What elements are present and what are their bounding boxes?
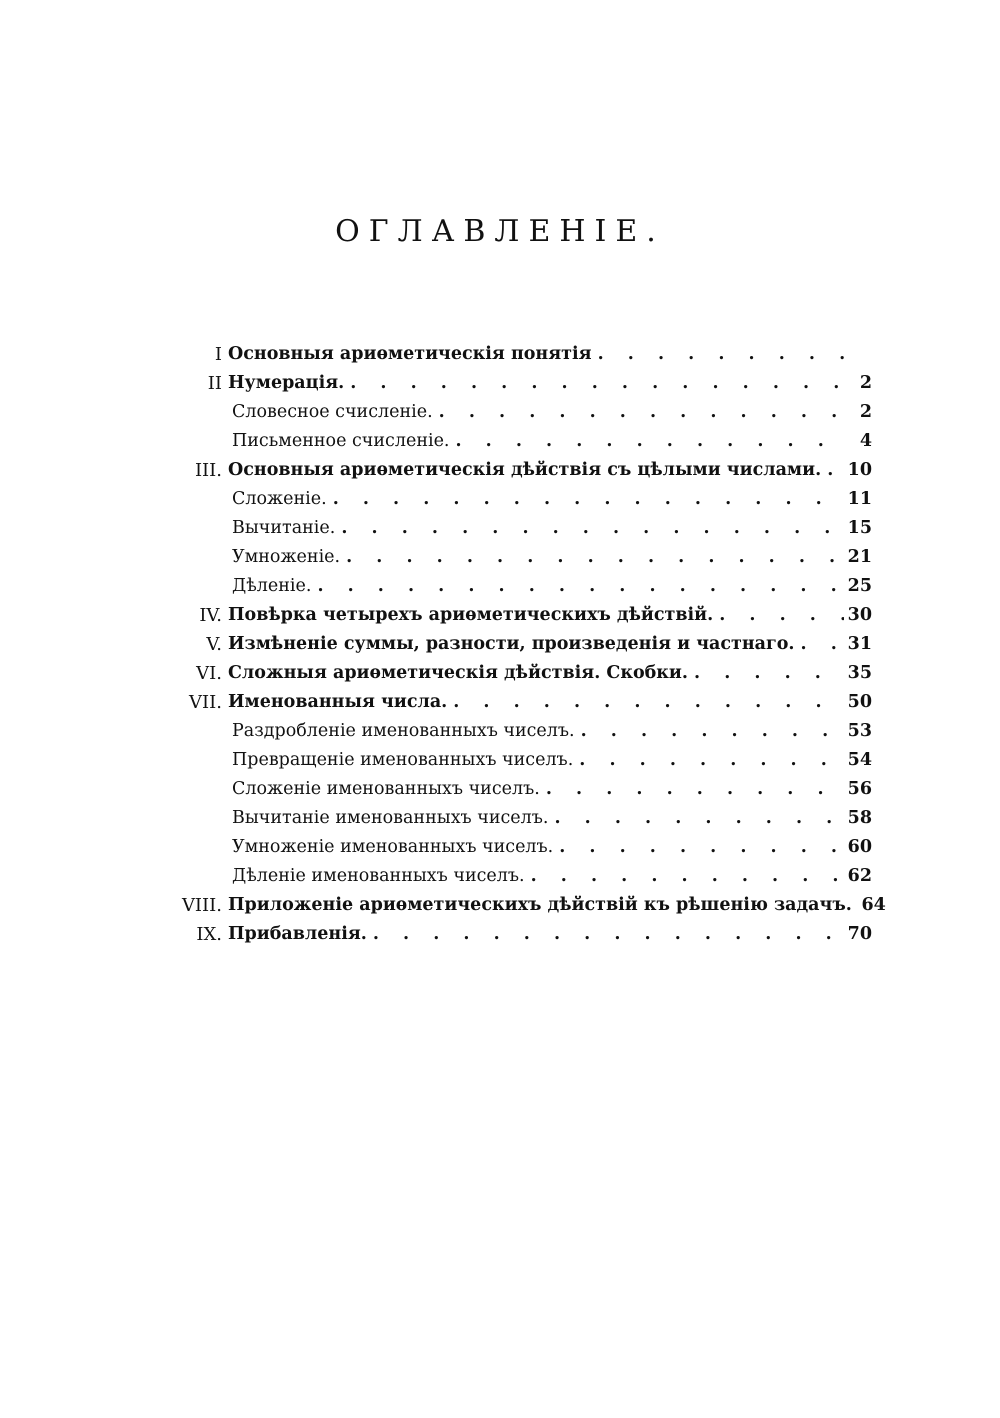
dot-leader <box>311 572 844 601</box>
entry-title: Умноженіе именованныхъ чиселъ. <box>232 837 554 857</box>
chapter-numeral: II <box>207 373 222 394</box>
page-number: 70 <box>847 924 872 944</box>
toc-entry <box>160 804 872 833</box>
entry-title: Нумерація. <box>228 373 345 393</box>
page-number: 64 <box>861 895 886 915</box>
toc-entry <box>160 456 872 485</box>
page-number: 56 <box>847 779 872 799</box>
entry-title: Сложеніе именованныхъ чиселъ. <box>232 779 540 799</box>
dot-leader <box>540 775 844 804</box>
dot-leader <box>688 659 844 688</box>
toc-entry <box>160 746 872 775</box>
page-number: 58 <box>847 808 872 828</box>
toc-entry <box>160 340 872 369</box>
entry-title: Письменное счисленіе. <box>232 431 450 451</box>
toc-entry <box>160 659 872 688</box>
toc-entry <box>160 369 872 398</box>
entry-title: Вычитаніе именованныхъ чиселъ. <box>232 808 549 828</box>
page-number: 53 <box>847 721 872 741</box>
chapter-numeral: III. <box>194 460 222 481</box>
entry-title: Вычитаніе. <box>232 518 336 538</box>
entry-title: Основныя ариѳметическія понятія <box>228 344 592 364</box>
dot-leader <box>335 514 844 543</box>
page-number: 60 <box>847 837 872 857</box>
page-number: 31 <box>847 634 872 654</box>
page-number: 21 <box>847 547 872 567</box>
entry-title: Словесное счисленіе. <box>232 402 433 422</box>
entry-title: Приложеніе ариѳметическихъ дѣйствій къ рѣшенію задачъ. <box>228 895 852 915</box>
page-number: 25 <box>847 576 872 596</box>
toc-entry <box>160 920 872 949</box>
chapter-numeral: VIII. <box>181 895 222 916</box>
page-number: 30 <box>847 605 872 625</box>
toc-entry <box>160 630 872 659</box>
page-number: 2 <box>859 373 872 393</box>
dot-leader <box>327 485 844 514</box>
table-of-contents <box>160 340 886 949</box>
dot-leader <box>795 630 844 659</box>
dot-leader <box>592 340 844 369</box>
dot-leader <box>447 688 844 717</box>
toc-entry <box>160 572 872 601</box>
dot-leader <box>340 543 844 572</box>
entry-title: Дѣленіе именованныхъ чиселъ. <box>232 866 525 886</box>
dot-leader <box>548 804 844 833</box>
page-number: 54 <box>847 750 872 770</box>
dot-leader <box>450 427 845 456</box>
entry-title: Сложеніе. <box>232 489 327 509</box>
chapter-numeral: I <box>214 344 222 365</box>
page-number: 11 <box>847 489 872 509</box>
dot-leader <box>433 398 844 427</box>
toc-entry <box>160 688 872 717</box>
entry-title: Дѣленіе. <box>232 576 312 596</box>
entry-title: Основныя ариѳметическія дѣйствія съ цѣлыми числами. <box>228 460 822 480</box>
toc-entry <box>160 601 872 630</box>
page-number: 35 <box>847 663 872 683</box>
toc-entry <box>160 485 872 514</box>
entry-title: Именованныя числа. <box>228 692 448 712</box>
toc-entry <box>160 427 872 456</box>
chapter-numeral: IV. <box>199 605 222 626</box>
entry-title: Повѣрка четырехъ ариѳметическихъ дѣйствій. <box>228 605 714 625</box>
page-number: 50 <box>847 692 872 712</box>
page-number: 2 <box>859 402 872 422</box>
dot-leader <box>821 456 844 485</box>
dot-leader <box>367 920 844 949</box>
page-number: 62 <box>847 866 872 886</box>
entry-title: Сложныя ариѳметическія дѣйствія. Скобки. <box>228 663 689 683</box>
page-title: ОГЛАВЛЕНІЕ. <box>335 214 665 249</box>
page-number: 15 <box>847 518 872 538</box>
dot-leader <box>713 601 844 630</box>
dot-leader <box>553 833 844 862</box>
dot-leader <box>573 746 844 775</box>
chapter-numeral: VI. <box>196 663 222 684</box>
toc-entry <box>160 775 872 804</box>
toc-entry <box>160 514 872 543</box>
entry-title: Умноженіе. <box>232 547 341 567</box>
toc-entry <box>160 833 872 862</box>
toc-entry <box>160 543 872 572</box>
entry-title: Измѣненіе суммы, разности, произведенія и частнаго. <box>228 634 795 654</box>
chapter-numeral: IX. <box>196 924 222 945</box>
entry-title: Превращеніе именованныхъ чиселъ. <box>232 750 574 770</box>
chapter-numeral: V. <box>206 634 222 655</box>
page-number: 4 <box>859 431 872 451</box>
toc-entry <box>160 717 872 746</box>
toc-entry <box>160 891 886 920</box>
entry-title: Раздробленіе именованныхъ чиселъ. <box>232 721 575 741</box>
toc-entry <box>160 862 872 891</box>
dot-leader <box>525 862 844 891</box>
chapter-numeral: VII. <box>189 692 222 713</box>
dot-leader <box>575 717 844 746</box>
toc-entry <box>160 398 872 427</box>
page-number: 10 <box>847 460 872 480</box>
entry-title: Прибавленія. <box>228 924 367 944</box>
dot-leader <box>344 369 844 398</box>
